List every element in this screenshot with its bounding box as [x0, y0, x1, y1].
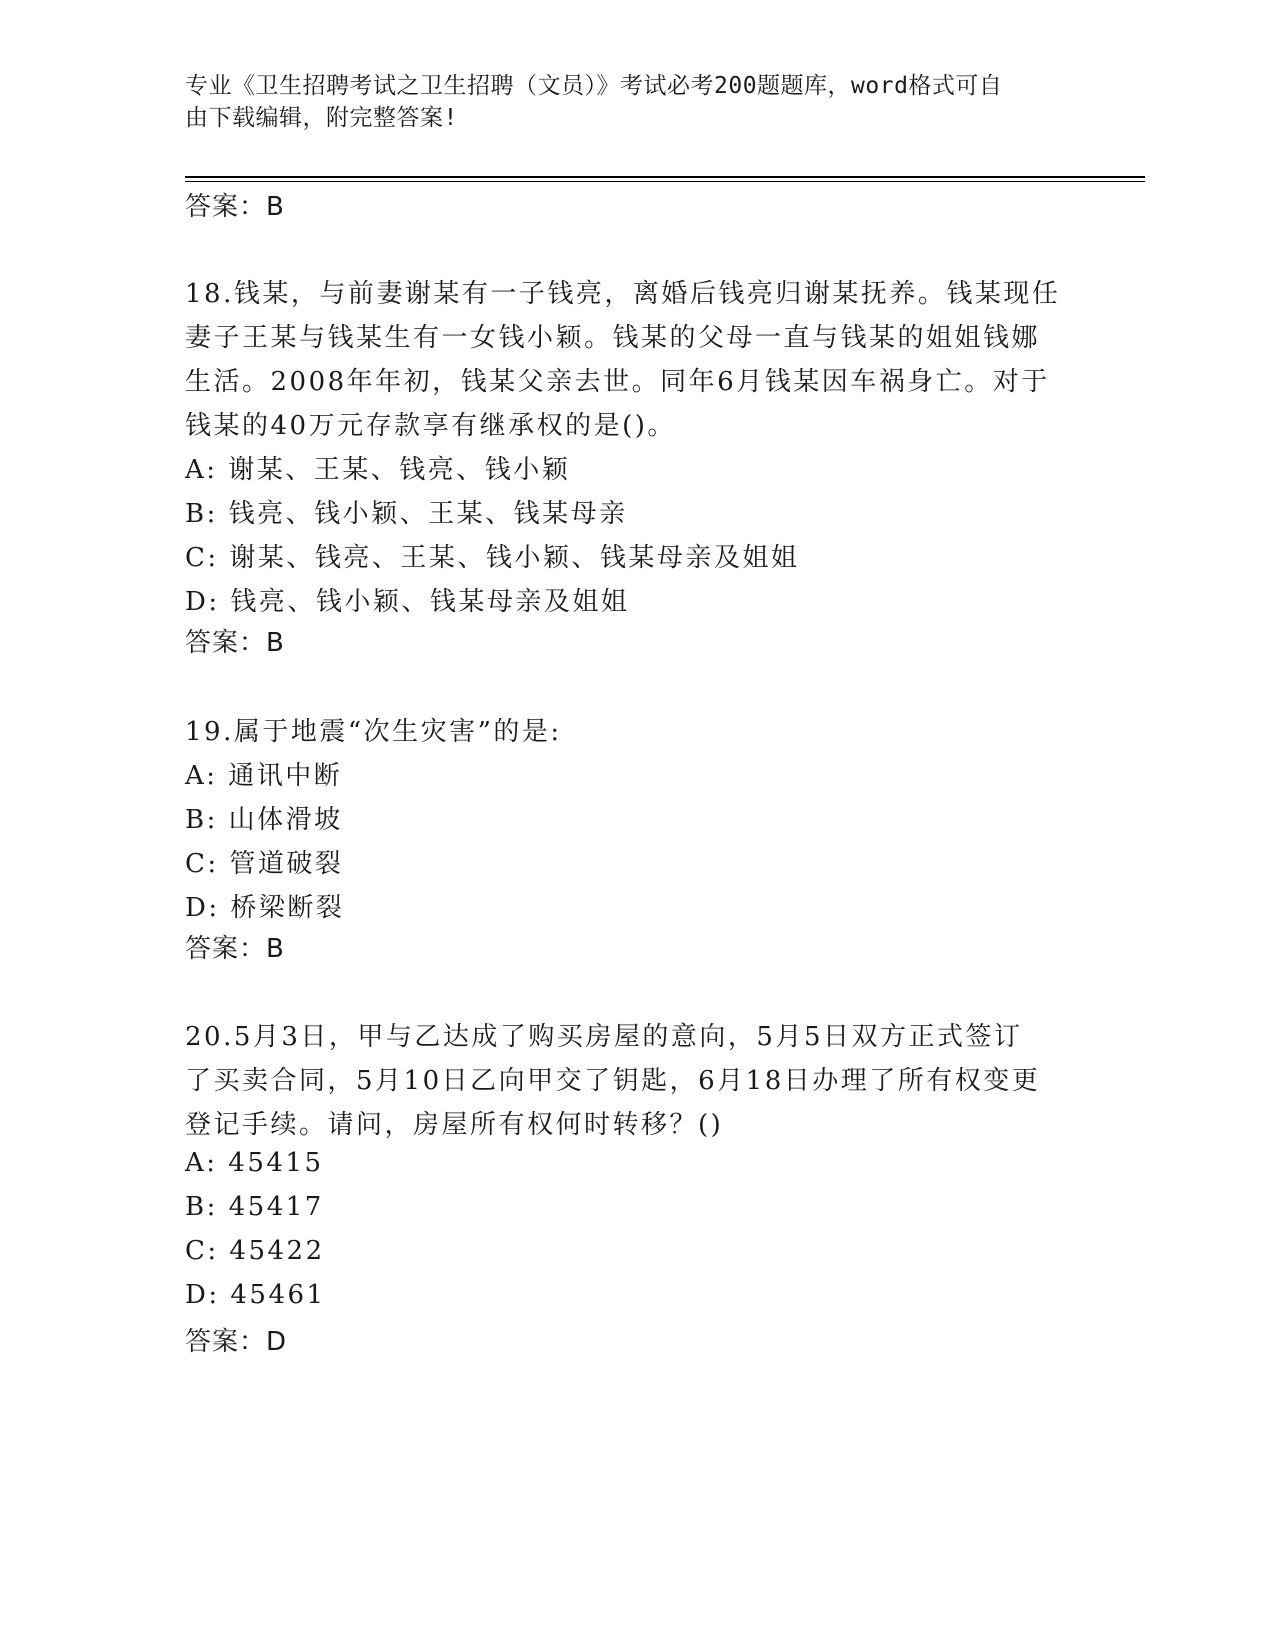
header-divider-thin [185, 181, 1145, 182]
question-20-line-2: 了买卖合同，5月10日乙向甲交了钥匙，6月18日办理了所有权变更 [185, 1066, 1041, 1096]
question-19-option-a: A: 通讯中断 [185, 761, 343, 791]
question-19-option-b: B: 山体滑坡 [185, 805, 343, 835]
question-18-line-4: 钱某的40万元存款享有继承权的是()。 [185, 411, 676, 441]
question-18-option-d: D: 钱亮、钱小颖、钱某母亲及姐姐 [185, 587, 630, 617]
question-19-option-c: C: 管道破裂 [185, 849, 344, 879]
question-19-answer: 答案：B [185, 934, 285, 964]
header-line-1: 专业《卫生招聘考试之卫生招聘（文员）》考试必考200题题库，word格式可自 [185, 73, 1003, 99]
question-20-option-b: B: 45417 [185, 1192, 324, 1222]
question-20-option-d: D: 45461 [185, 1280, 326, 1310]
question-19-line-1: 19.属于地震“次生灾害”的是: [185, 717, 562, 747]
question-18-answer: 答案：B [185, 628, 285, 658]
header-line-2: 由下载编辑，附完整答案! [185, 105, 458, 131]
question-20-line-3: 登记手续。请问，房屋所有权何时转移？() [185, 1110, 724, 1140]
header-divider-thick [185, 176, 1145, 178]
question-18-line-1: 18.钱某，与前妻谢某有一子钱亮，离婚后钱亮归谢某抚养。钱某现任 [185, 279, 1061, 309]
question-20-option-c: C: 45422 [185, 1236, 325, 1266]
question-18-option-b: B: 钱亮、钱小颖、王某、钱某母亲 [185, 499, 628, 529]
question-20-line-1: 20.5月3日，甲与乙达成了购买房屋的意向，5月5日双方正式签订 [185, 1022, 1023, 1052]
question-18-line-3: 生活。2008年年初，钱某父亲去世。同年6月钱某因车祸身亡。对于 [185, 367, 1050, 397]
question-19-option-d: D: 桥梁断裂 [185, 893, 345, 923]
question-18-option-a: A: 谢某、王某、钱亮、钱小颖 [185, 455, 571, 485]
question-18-option-c: C: 谢某、钱亮、王某、钱小颖、钱某母亲及姐姐 [185, 543, 800, 573]
question-18-line-2: 妻子王某与钱某生有一女钱小颖。钱某的父母一直与钱某的姐姐钱娜 [185, 323, 1041, 353]
document-header [185, 70, 1065, 134]
question-20-answer: 答案：D [185, 1327, 288, 1357]
question-20-option-a: A: 45415 [185, 1148, 324, 1178]
answer-previous: 答案：B [185, 192, 285, 222]
